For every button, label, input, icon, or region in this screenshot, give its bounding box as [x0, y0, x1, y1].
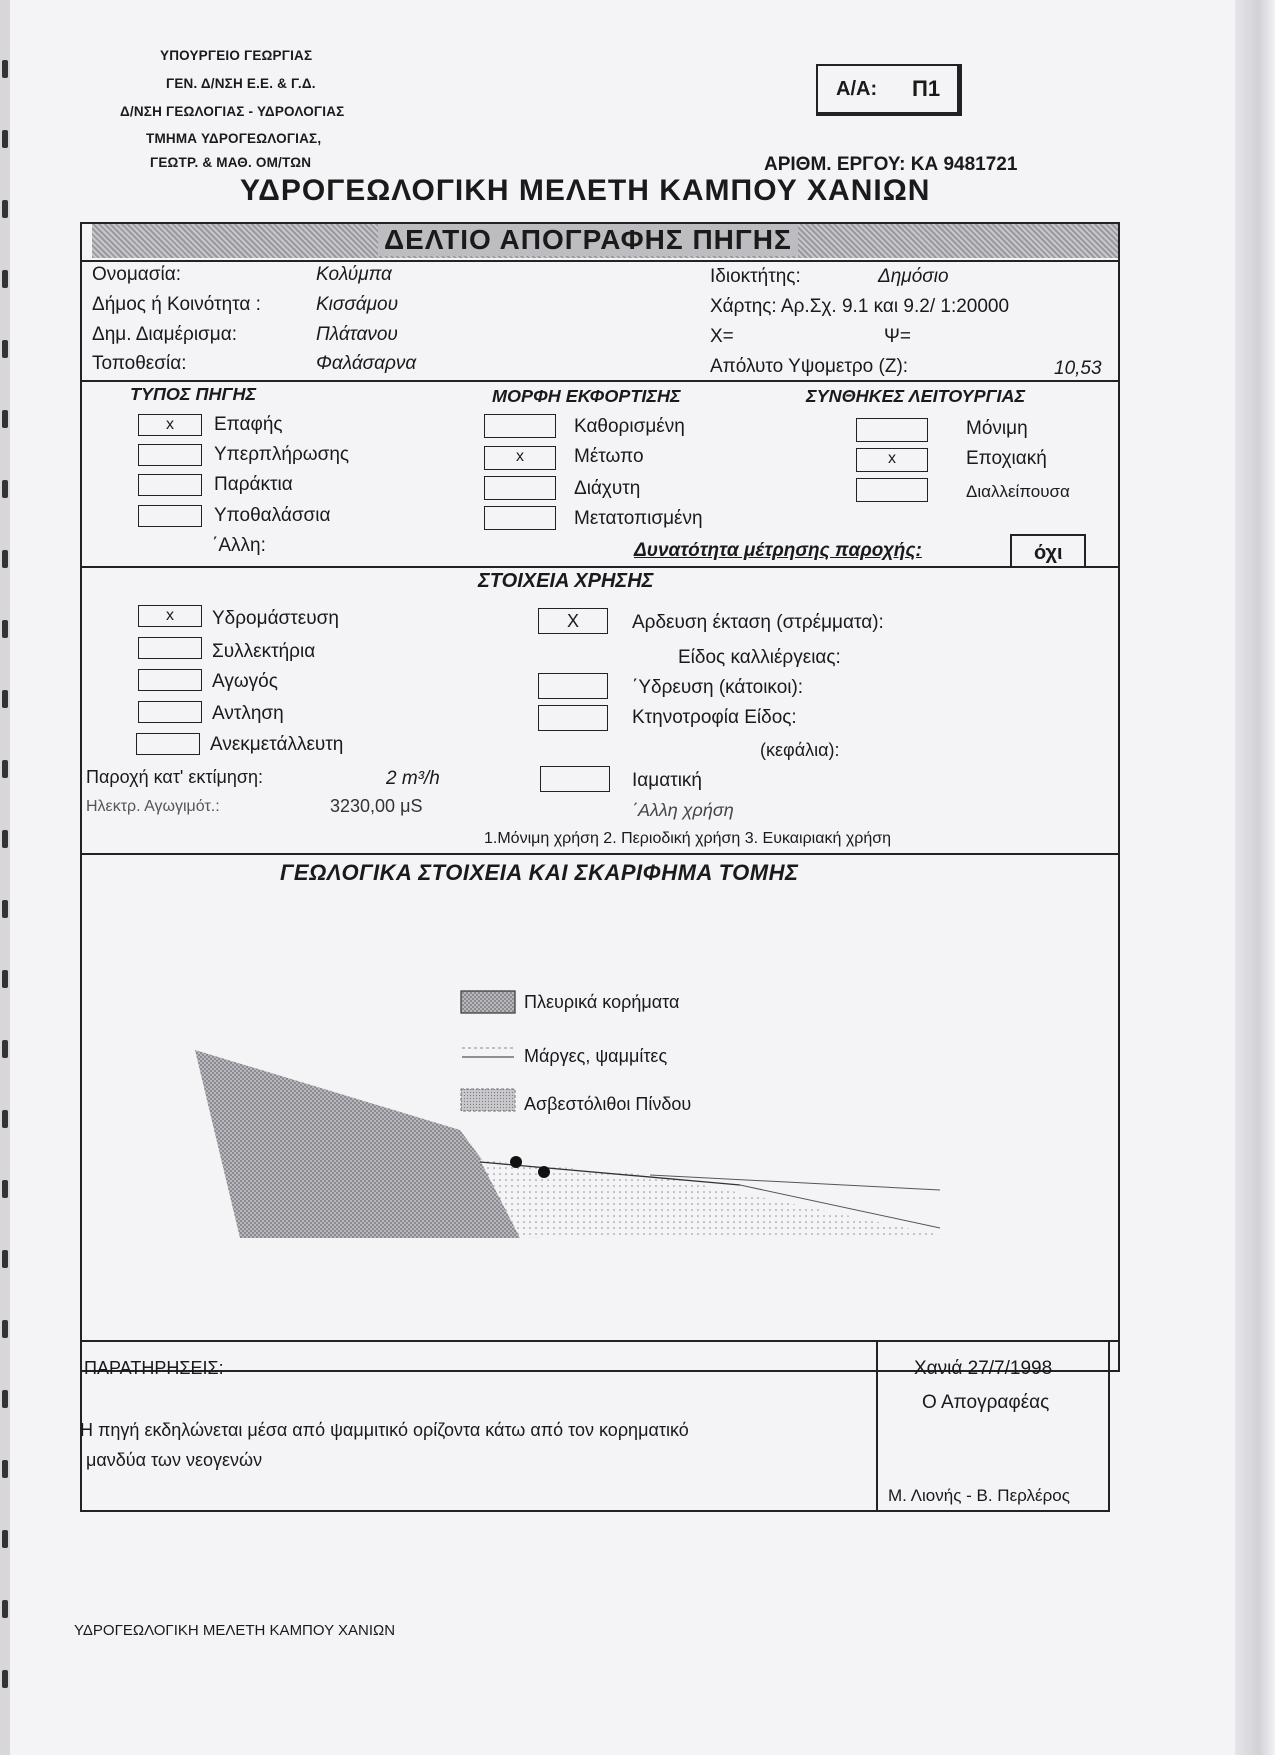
flow-label: Παροχή κατ' εκτίμηση: [86, 767, 264, 787]
form-banner-title: ΔΕΛΤΙΟ ΑΠΟΓΡΑΦΗΣ ΠΗΓΗΣ [378, 224, 798, 256]
remarks-label: ΠΑΡΑΤΗΡΗΣΕΙΣ: [84, 1358, 224, 1378]
usage-footnote: 1.Μόνιμη χρήση 2. Περιοδική χρήση 3. Ευκαιριακή χρήση [484, 830, 891, 847]
discharge-label-displaced: Μετατοπισμένη [574, 508, 703, 529]
usage-label-collector: Συλλεκτήρια [212, 641, 316, 662]
spring-type-label-contact: Επαφής [214, 414, 283, 435]
conductivity-value: 3230,00 μS [330, 796, 423, 816]
ministry-line-1: ΥΠΟΥΡΓΕΙΟ ΓΕΩΡΓΙΑΣ [160, 48, 313, 63]
legend-label-marls: Μάργες, ψαμμίτες [524, 1046, 668, 1066]
discharge-label-defined: Καθορισμένη [574, 416, 685, 437]
y-coordinate-label: Ψ= [884, 326, 911, 347]
discharge-checkbox-front[interactable]: x [484, 446, 556, 470]
x-coordinate-label: Χ= [710, 326, 734, 347]
operating-checkbox-intermittent[interactable] [856, 478, 928, 502]
discharge-label-front: Μέτωπο [574, 446, 644, 467]
legend-swatch-marls [460, 1040, 516, 1060]
operating-label-seasonal: Εποχιακή [966, 448, 1047, 469]
altitude-value: 10,53 [1054, 358, 1102, 379]
discharge-form-title: ΜΟΡΦΗ ΕΚΦΟΡΤΙΣΗΣ [492, 386, 681, 406]
usage-heads-label: (κεφάλια): [760, 740, 840, 760]
spring-type-checkbox-coastal[interactable] [138, 474, 202, 496]
usage-livestock-label: Κτηνοτροφία Είδος: [632, 707, 797, 728]
spring-type-label-coastal: Παράκτια [214, 474, 293, 495]
usage-checkbox-irrigation[interactable]: X [538, 608, 608, 634]
project-number: ΑΡΙΘΜ. ΕΡΓΟΥ: ΚΑ 9481721 [764, 154, 1018, 175]
usage-label-catchment: Υδρομάστευση [212, 608, 339, 629]
usage-checkbox-pumping[interactable] [138, 701, 202, 723]
measurement-label: Δυνατότητα μέτρησης παροχής: [634, 540, 922, 561]
map-reference: Χάρτης: Αρ.Σχ. 9.1 και 9.2/ 1:20000 [710, 296, 1010, 317]
usage-checkbox-collector[interactable] [138, 637, 202, 659]
spring-type-checkbox-overflow[interactable] [138, 444, 202, 466]
usage-checkbox-pipeline[interactable] [138, 669, 202, 691]
district-value: Πλάτανου [316, 324, 398, 345]
usage-crop-label: Είδος καλλιέργειας: [678, 647, 841, 668]
spring-point-1 [510, 1156, 522, 1168]
cross-section-sketch [180, 980, 960, 1250]
slope-debris-area [195, 1050, 540, 1238]
district-label: Δημ. Διαμέρισμα: [92, 324, 237, 345]
name-label: Ονομασία: [92, 264, 181, 285]
altitude-label: Απόλυτο Υψομετρο (Ζ): [710, 356, 909, 377]
operating-checkbox-permanent[interactable] [856, 418, 928, 442]
page-edge-shadow [1235, 0, 1275, 1755]
usage-other-use-label: ΄Αλλη χρήση [632, 800, 734, 820]
conductivity-label: Ηλεκτρ. Αγωγιμότ.: [86, 798, 220, 815]
serial-label: Α/Α: [836, 78, 878, 100]
usage-label-pipeline: Αγωγός [212, 671, 278, 692]
municipality-label: Δήμος ή Κοινότητα : [92, 294, 261, 315]
remarks-place-date: Χανιά 27/7/1998 [914, 1358, 1053, 1379]
usage-water-supply-label: ΄Υδρευση (κάτοικοι): [632, 677, 804, 698]
spring-point-2 [538, 1166, 550, 1178]
binding-spine [0, 0, 10, 1755]
legend-label-limestone: Ασβεστόλιθοι Πίνδου [524, 1094, 692, 1114]
document-title: ΥΔΡΟΓΕΩΛΟΓΙΚΗ ΜΕΛΕΤΗ ΚΑΜΠΟΥ ΧΑΝΙΩΝ [240, 174, 931, 207]
spring-type-title: ΤΥΠΟΣ ΠΗΓΗΣ [130, 384, 257, 404]
ministry-line-2: ΓΕΝ. Δ/ΝΣΗ Ε.Ε. & Γ.Δ. [166, 76, 316, 91]
usage-checkbox-livestock[interactable] [538, 705, 608, 731]
discharge-checkbox-displaced[interactable] [484, 506, 556, 530]
measurement-box [1010, 534, 1086, 568]
owner-value: Δημόσιο [878, 266, 949, 287]
page-footer: ΥΔΡΟΓΕΩΛΟΓΙΚΗ ΜΕΛΕΤΗ ΚΑΜΠΟΥ ΧΑΝΙΩΝ [74, 1622, 396, 1639]
form-banner [92, 224, 1118, 258]
serial-number-box [816, 64, 962, 116]
usage-label-pumping: Αντληση [212, 703, 284, 724]
usage-checkbox-healing[interactable] [540, 766, 610, 792]
remarks-recorders: Μ. Λιονής - Β. Περλέρος [888, 1486, 1070, 1505]
spring-type-label-submarine: Υποθαλάσσια [214, 505, 331, 526]
remarks-divider [876, 1340, 878, 1512]
remarks-line-2: μανδύα των νεογενών [86, 1450, 263, 1470]
ministry-line-5: ΓΕΩΤΡ. & ΜΑΘ. ΟΜ/ΤΩΝ [150, 155, 312, 170]
discharge-label-diffuse: Διάχυτη [574, 478, 641, 499]
legend-swatch-debris [460, 990, 516, 1014]
usage-label-unexploited: Ανεκμετάλλευτη [210, 734, 344, 755]
operating-conditions-title: ΣΥΝΘΗΚΕΣ ΛΕΙΤΟΥΡΓΙΑΣ [806, 386, 1026, 406]
location-label: Τοποθεσία: [92, 353, 187, 374]
name-value: Κολύμπα [316, 264, 392, 285]
operating-label-permanent: Μόνιμη [966, 418, 1028, 439]
usage-checkbox-catchment[interactable]: x [138, 605, 202, 627]
spring-type-checkbox-submarine[interactable] [138, 505, 202, 527]
serial-value: Π1 [912, 76, 941, 101]
usage-checkbox-water-supply[interactable] [538, 673, 608, 699]
operating-label-intermittent: Διαλλείπουσα [966, 482, 1070, 501]
usage-irrigation-label: Αρδευση έκταση (στρέμματα): [632, 612, 884, 633]
usage-title: ΣΤΟΙΧΕΙΑ ΧΡΗΣΗΣ [478, 570, 654, 592]
discharge-checkbox-defined[interactable] [484, 414, 556, 438]
spring-type-other-label: ΄Αλλη: [212, 535, 266, 556]
ministry-line-4: ΤΜΗΜΑ ΥΔΡΟΓΕΩΛΟΓΙΑΣ, [146, 131, 322, 146]
remarks-line-1: Η πηγή εκδηλώνεται μέσα από ψαμμιτικό ορίζοντα κάτω από τον κορηματικό [80, 1420, 689, 1440]
discharge-checkbox-diffuse[interactable] [484, 476, 556, 500]
usage-healing-label: Ιαματική [632, 770, 702, 791]
legend-swatch-limestone [460, 1088, 516, 1114]
owner-label: Ιδιοκτήτης: [710, 266, 801, 287]
flow-value: 2 m³/h [386, 768, 440, 789]
measurement-value: όχι [1034, 542, 1063, 564]
spring-type-label-overflow: Υπερπλήρωσης [214, 444, 350, 465]
ministry-line-3: Δ/ΝΣΗ ΓΕΩΛΟΓΙΑΣ - ΥΔΡΟΛΟΓΙΑΣ [120, 104, 345, 119]
municipality-value: Κισσάμου [316, 294, 399, 315]
remarks-recorder-label: Ο Απογραφέας [922, 1392, 1050, 1413]
usage-checkbox-unexploited[interactable] [136, 733, 200, 755]
location-value: Φαλάσαρνα [316, 353, 417, 374]
operating-checkbox-seasonal[interactable]: x [856, 448, 928, 472]
legend-label-debris: Πλευρικά κορήματα [524, 992, 680, 1012]
geology-title: ΓΕΩΛΟΓΙΚΑ ΣΤΟΙΧΕΙΑ ΚΑΙ ΣΚΑΡΙΦΗΜΑ ΤΟΜΗΣ [280, 860, 799, 885]
spring-type-checkbox-contact[interactable]: x [138, 414, 202, 436]
